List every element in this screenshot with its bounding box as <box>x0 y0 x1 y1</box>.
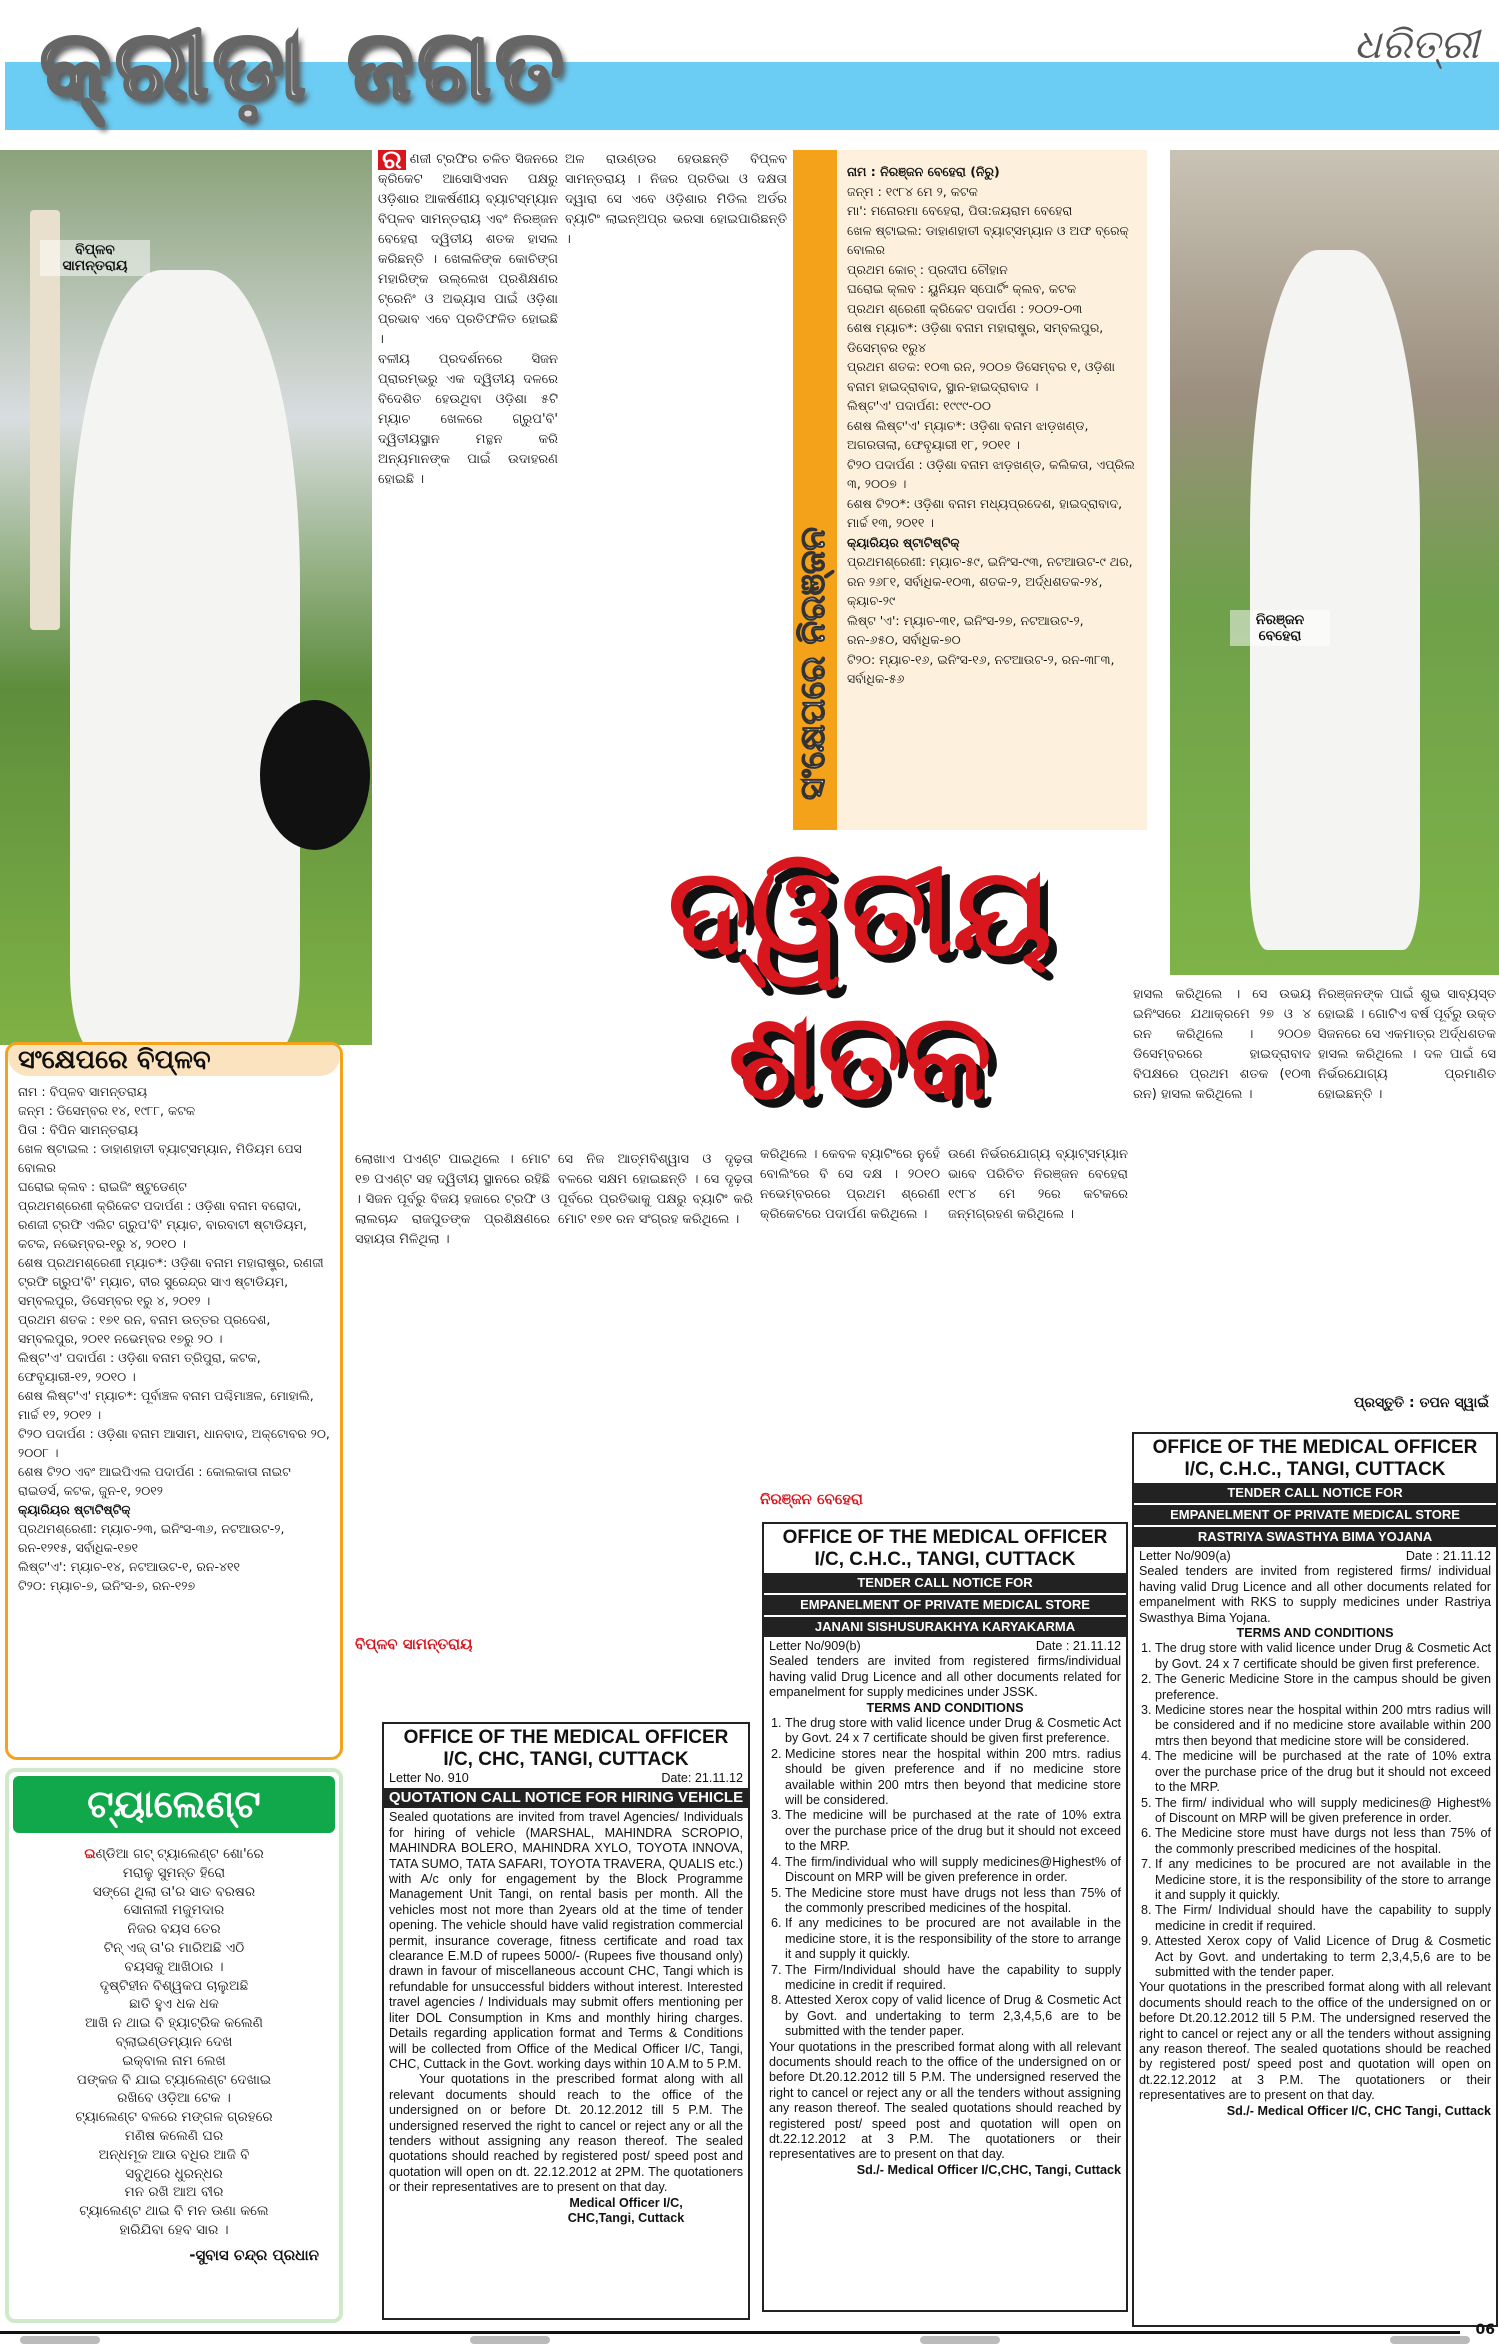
poem-initial: ଇ <box>84 1846 96 1862</box>
term-item: 2. The Generic Medicine Store in the campus should be given preference. <box>1155 1672 1491 1703</box>
profile-line: ଶେଷ ଟି୨୦ ଏବଂ ଆଇପିଏଲ ପଦାର୍ପଣ : କୋଲକାତା ନାଇଟ ରାଇଡର୍ସ, କଟକ, ଜୁନ-୧, ୨୦୧୨ <box>18 1464 291 1498</box>
profile-line: ଶେଷ ପ୍ରଥମଶ୍ରେଣୀ ମ୍ୟାଚ*: ଓଡ଼ିଶା ବନାମ ମହାରାଷ୍ଟ୍ର, ରଣଜୀ ଟ୍ରଫି ଗ୍ରୁପ'ବି' ମ୍ୟାଚ, ବୀର ସୁରେନ୍ଦ୍ର ସାଏ ଷ୍ଟାଡିୟମ, ସମ୍ବଲପୁର, ଡିସେମ୍ବର ୧ରୁ ୪, ୨୦୧୨ । <box>18 1255 324 1308</box>
term-item: 5. The firm/ individual who will supply medicines@ Highest% of Discount on MRP will be given preference in order. <box>1155 1796 1491 1827</box>
notice-title: OFFICE OF THE MEDICAL OFFICER I/C, C.H.C., TANGI, CUTTACK <box>782 1527 1108 1570</box>
notice-body: Sealed tenders are invited from registered firms/ individual having valid Drug Licence and all other documents related for empanelment with RKS to supply medicines under Rastriya Swasthya Bima Yojana. <box>1139 1564 1491 1625</box>
profile-line: ପ୍ରଥମ ଶତକ : ୧୭୧ ରନ, ବନାମ ଉତ୍ତର ପ୍ରଦେଶ, ସମ୍ବଲପୁର, ୨୦୧୧ ନଭେମ୍ବର ୧୭ରୁ ୨୦ । <box>18 1312 271 1346</box>
notice-body: Sealed tenders are invited from registered firms/individual having valid Drug Licence and all other documents related for empanelment for supply medicines under JSSK. <box>769 1654 1121 1700</box>
term-item: 3. The medicine will be purchased at the rate of 10% extra over the purchase price of the drug but it should not exceed to the MRP. <box>785 1808 1121 1854</box>
notice-heading: TENDER CALL NOTICE FOR <box>1134 1483 1496 1503</box>
notice-meta <box>1139 1549 1491 1564</box>
poem-line: ମଣିଷ କଲେଣି ଘର <box>124 2127 224 2144</box>
byline: ନିରଞ୍ଜନ ବେହେରା <box>760 1490 863 1508</box>
box-title: ସଂକ୍ଷେପରେ ବିପ୍ଳବ <box>8 1045 340 1076</box>
drop-cap: ର <box>378 150 406 170</box>
term-item: 7. If any medicines to be procured are not available in the Medicine store, it is the responsibility of the store to arrange it and supply it quickly. <box>1155 1857 1491 1903</box>
photo-biplab <box>0 150 372 1045</box>
profile-line: କ୍ୟାରିୟର ଷ୍ଟାଟିଷ୍ଟିକ୍ <box>847 534 960 550</box>
poem-line: ସଙ୍ଗେ ଥିଲା ତା'ର ସାତ ବରଷର <box>92 1883 256 1900</box>
article-text: ବଳୀୟ ପ୍ରଦର୍ଶନରେ ସିଜନ ପ୍ରାରମ୍ଭରୁ ଏକ ଦ୍ୱିତୀୟ ଦଳରେ ବିଦେଶିତ ହେଉଥିବା ଓଡ଼ିଶା ୫ଟି ମ୍ୟାଚ ଖେଳରେ ଗ୍ରୁପ'ବି' ଦ୍ୱିତୀୟସ୍ଥାନ ମନ୍ଥନ କରି ଅନ୍ୟମାନଙ୍କ ପାଇଁ ଉଦାହରଣ ହୋଇଛି । <box>378 352 558 487</box>
term-item: 4. The medicine will be purchased at the rate of 10% extra over the purchase price of the drug but it should not exceed to the MRP. <box>1155 1749 1491 1795</box>
poem-line: ସବୁଥିରେ ଧୁରନ୍ଧର <box>125 2165 223 2182</box>
profile-line: ପ୍ରଥମଶ୍ରେଣୀ: ମ୍ୟାଚ-୫୯, ଇନିଂସ-୯୩, ନଟଆଉଟ-୯ ଥର, ରନ ୨୬୮୧, ସର୍ବାଧିକ-୧୦୩, ଶତକ-୨, ଅର୍ଦ୍ଧଶତକ-୨୪, କ୍ୟାଚ-୨୯ <box>847 554 1133 608</box>
term-item: 6. If any medicines to be procured are not available in the medicine store, it is the responsibility of the store to arrange it and supply it quickly. <box>785 1916 1121 1962</box>
notice-jssk <box>762 1522 1128 2312</box>
vertical-title-text: ସଂକ୍ଷେପରେ ନିରଞ୍ଜନ <box>793 527 833 800</box>
term-item: 4. The firm/individual who will supply medicines@Highest% of Discount on MRP will be given preference in order. <box>785 1855 1121 1886</box>
notice-heading: JANANI SISHUSURAKHYA KARYAKARMA <box>764 1617 1126 1637</box>
main-headline <box>560 840 1160 1130</box>
article-column <box>378 150 558 840</box>
poem-line: ମରାଳୁ ସୁମନ୍ତ ହିରୋ <box>122 1864 226 1881</box>
footer-decor <box>1390 2336 1470 2344</box>
profile-line: ଟି୨୦: ମ୍ୟାଚ-୧୬, ଇନିଂସ-୧୬, ନଟଆଉଟ-୨, ରନ-୩୮୩, ସର୍ବାଧିକ-୫୬ <box>847 651 1115 686</box>
article-column: ଲୋଖାଏ ପଏଣ୍ଟ ପାଇଥିଲେ । ମୋଟ ୧୭ ପଏଣ୍ଟ ସହ ଦ୍ୱିତୀୟ ସ୍ଥାନରେ ରହିଛି । ସିଜନ ପୂର୍ବରୁ ବିଜୟ ହଜାରେ ଟ୍ରଫି ଓ ଲାଲଚାନ୍ଦ ରାଜପୁତଙ୍କ ପ୍ରଶିକ୍ଷଣରେ ସହାୟତା ମିଳିଥିଲା । <box>355 1152 550 1247</box>
poem-line: ସୋନାଲୀ ମଜୁମଦାର <box>123 1902 225 1919</box>
poem-line: ପଙ୍କଜ ବି ଯାଇ ଟ୍ୟାଲେଣ୍ଟ ଦେଖାଇ <box>76 2071 272 2088</box>
poem-line: ମନ ରଖି ଆଅ ବୀର <box>124 2184 224 2201</box>
poem-line: ଣ୍ଡିଆ ଗଟ୍ ଟ୍ୟାଲେଣ୍ଟ ଶୋ'ରେ <box>95 1846 264 1862</box>
profile-line: ନାମ : ନିରଞ୍ଜନ ବେହେରା (ନିରୁ) <box>847 164 1000 179</box>
footer-decor <box>920 2336 1000 2344</box>
term-item: 8. The Firm/ Individual should have the capability to supply medicine in credit if required. <box>1155 1903 1491 1934</box>
letter-number: Letter No/909(a) <box>1139 1549 1231 1563</box>
notice-hiring-vehicle <box>382 1722 750 2320</box>
term-item: 2. Medicine stores near the hospital within 200 mtrs. radius should be given preference and if no medicine store available within 200 mtrs then beyond that medicine store will be considered. <box>785 1747 1121 1809</box>
photo-caption: ନିରଞ୍ଜନ ବେହେରା <box>1230 610 1330 646</box>
poem-line: ଅନ୍ଧମୂକ ଆଉ ବଧିର ଆଜି ବି <box>98 2146 250 2163</box>
notice-heading: EMPANELMENT OF PRIVATE MEDICAL STORE <box>1134 1505 1496 1525</box>
notice-heading: QUOTATION CALL NOTICE FOR HIRING VEHICLE <box>384 1788 748 1808</box>
profile-line: ଶେଷ ଲିଷ୍ଟ'ଏ' ମ୍ୟାଚ*: ଓଡ଼ିଶା ବନାମ ଝାଡ଼ଖଣ୍ଡ, ଅଗରତାଲା, ଫେବୃୟାରୀ ୧୮, ୨୦୧୧ । <box>847 417 1089 452</box>
section-title: କ୍ରୀଡ଼ା ଜଗତ <box>40 9 568 121</box>
profile-line: ଖେଳ ଷ୍ଟାଇଲ: ଡାହାଣହାତୀ ବ୍ୟାଟ୍ସମ୍ୟାନ ଓ ଅଫ ବ୍ରେକ୍ ବୋଲର <box>847 222 1129 257</box>
term-item: 5. The Medicine store must have drugs not less than 75% of the commonly prescribed medicines of the hospital. <box>785 1886 1121 1917</box>
signature: CHC,Tangi, Cuttack <box>567 2210 685 2225</box>
term-item: 1. The drug store with valid licence under Drug & Cosmetic Act by Govt. 24 x 7 certificate should be given first preference. <box>785 1716 1121 1747</box>
profile-line: ପିତା : ବିପିନ ସାମନ୍ତରାୟ <box>18 1122 139 1137</box>
biplab-profile-box <box>5 1042 343 1760</box>
notice-body: Your quotations in the prescribed format along with all relevant documents should reach to the office of the undersigned on or before Dt.20.12.2012 till 5 P.M. The undersigned reserved the right to cancel or reject any or all the tenders without assigning any reason thereof. The sealed quotations should reached by registered post/ speed post and quotation will open on dt.22.12.2012 at 3 P.M. The quotationers or their representatives are to present on that day. <box>769 2039 1121 2162</box>
profile-line: ଖେଳ ଷ୍ଟାଇଲ : ଡାହାଣହାତୀ ବ୍ୟାଟ୍ସମ୍ୟାନ, ମିଡିୟମ ପେସ ବୋଲର <box>18 1141 302 1175</box>
profile-line: ପ୍ରଥମ ଶତକ: ୧୦୩ ରନ, ୨୦୦୭ ଡିସେମ୍ବର ୧, ଓଡ଼ିଶା ବନାମ ହାଇଦ୍ରାବାଦ, ସ୍ଥାନ-ହାଇଦ୍ରାବାଦ । <box>847 359 1115 394</box>
term-item: 6. The Medicine store must have durgs not less than 75% of the commonly prescribed medicines of the hospital. <box>1155 1826 1491 1857</box>
profile-line: ଶେଷ ମ୍ୟାଚ*: ଓଡ଼ିଶା ବନାମ ମହାରାଷ୍ଟ୍ର, ସମ୍ବଲପୁର, ଡିସେମ୍ବର ୧ରୁ୪ <box>847 320 1104 355</box>
poem-line: ହାରିଯିବା ହେବ ସାର । <box>119 2221 229 2238</box>
footer-decor <box>470 2336 550 2344</box>
niranjan-profile-box <box>837 150 1147 830</box>
profile-line: ପ୍ରଥମ କୋଚ୍ : ପ୍ରଦୀପ ଚୌହାନ <box>847 261 1008 277</box>
profile-line: ଲିଷ୍ଟ'ଏ' ପଦାର୍ପଣ : ଓଡ଼ିଶା ବନାମ ତ୍ରିପୁରା, କଟକ, ଫେବୃୟାରୀ-୧୨, ୨୦୧୦ । <box>18 1350 261 1384</box>
photo-niranjan <box>1170 150 1499 975</box>
poem-line: ଟ୍ୟାଲେଣ୍ଟ ବଳରେ ମଙ୍ଗଳ ଗ୍ରହରେ <box>75 2109 273 2126</box>
article-column: କରିଥିଲେ । କେବଳ ବ୍ୟାଟିଂରେ ନୁହେଁ ବୋଲିଂରେ ବି ସେ ଦକ୍ଷ । ୨୦୧୦ ନଭେମ୍ବରରେ ପ୍ରଥମ ଶ୍ରେଣୀ କ୍ରିକେଟରେ ପଦାର୍ପଣ କରିଥିଲେ । <box>760 1147 940 1222</box>
profile-line: ପ୍ରଥମ ଶ୍ରେଣୀ କ୍ରିକେଟ ପଦାର୍ପଣ : ୨୦୦୨-୦୩ <box>847 300 1083 316</box>
article-text: ଣଜୀ ଟ୍ରଫିର ଚଳିତ ସିଜନରେ କ୍ରିକେଟ ଆସୋସିଏସନ ପକ୍ଷରୁ ଓଡ଼ିଶାର ଆକର୍ଷଣୀୟ ବ୍ୟାଟସ୍ମ୍ୟାନ ବିପ୍ଳବ ସାମନ୍ତରାୟ ଏବଂ ନିରଞ୍ଜନ ବେହେରା ଦ୍ୱିତୀୟ ଶତକ ହାସଲ କରିଛନ୍ତି । ଖେଳାଳିଙ୍କ କୋଚିଙ୍ଗ ମହାରିଙ୍କ ଉଲ୍ଲେଖ ପ୍ରଶିକ୍ଷଣର ଟ୍ରେନିଂ ଓ ଅଭ୍ୟାସ ପାଇଁ ଓଡ଼ିଶା ପ୍ରଭାବ ଏବେ ପ୍ରତିଫଳିତ ହୋଇଛି । <box>378 152 558 347</box>
term-item: 7. The Firm/Individual should have the capability to supply medicine in credit if required. <box>785 1963 1121 1994</box>
profile-line: ଟି୨୦ ପଦାର୍ପଣ : ଓଡ଼ିଶା ବନାମ ଝାଡ଼ଖଣ୍ଡ, କଲିକତା, ଏପ୍ରିଲ ୩, ୨୦୦୭ । <box>847 456 1135 491</box>
profile-line: କ୍ୟାରିୟର ଷ୍ଟାଟିଷ୍ଟିକ୍ <box>18 1502 131 1517</box>
article-column: ସେ ନିଜ ଆତ୍ମବିଶ୍ୱାସ ଓ ଦୃଢ଼ତା ବଳରେ ସକ୍ଷମ ହୋଇଛନ୍ତି । ସେ ଦୃଢ଼ତା ପୂର୍ବରେ ପ୍ରତିଭାକୁ ପକ୍ଷରୁ ବ୍ୟାଟିଂ କରି ମୋଟ ୧୭୧ ରନ ସଂଗ୍ରହ କରିଥିଲେ । <box>558 1152 753 1227</box>
poem-line: ଟିନ୍ ଏଜ୍ ତା'ର ମାରିଅଛି ଏଠି <box>103 1939 245 1956</box>
terms-title: TERMS AND CONDITIONS <box>866 1700 1024 1715</box>
headline-line: ଶତକ <box>728 988 992 1127</box>
notice-title: OFFICE OF THE MEDICAL OFFICER I/C, C.H.C., TANGI, CUTTACK <box>1152 1437 1478 1480</box>
term-item: 1. The drug store with valid licence under Drug & Cosmetic Act by Govt. 24 x 7 certificate should be given first preference. <box>1155 1641 1491 1672</box>
article-column: ଅଳ ରାଉଣ୍ଡର ହେଉଛନ୍ତି ବିପ୍ଳବ ସାମନ୍ତରାୟ । ନିଜର ପ୍ରତିଭା ଓ ଦକ୍ଷତା ଦ୍ୱାରା ସେ ଏବେ ଓଡ଼ିଶାର ମିଡିଲ ଅର୍ଡର ବ୍ୟାଟିଂ ଲାଇନ୍ଅପ୍ର ଭରସା ହୋଇପାରିଛନ୍ତି । <box>565 152 787 247</box>
profile-line: ନାମ : ବିପ୍ଳବ ସାମନ୍ତରାୟ <box>18 1084 148 1099</box>
poem-line: ଇକ୍‌ବାଲ ନାମ ଲେଖ <box>122 2052 226 2069</box>
terms-list <box>1139 1641 1491 1980</box>
box-title: ଟ୍ୟାଲେଣ୍ଟ <box>13 1776 335 1833</box>
signature: Sd./- Medical Officer I/C,CHC, Tangi, Cuttack <box>856 2162 1121 2177</box>
terms-list <box>769 1716 1121 2040</box>
terms-title: TERMS AND CONDITIONS <box>1236 1626 1394 1641</box>
talent-poem-box <box>5 1768 343 2323</box>
profile-line: ଜନ୍ମ : ୧୯୮୪ ମେ ୨, କଟକ <box>847 183 978 199</box>
term-item: 9. Attested Xerox copy of Valid Licence of Drug & Cosmetic Act by Govt. and undertaking to term 2,3,4,5,6 are to be submitted with the tender paper. <box>1155 1934 1491 1980</box>
profile-line: ମା': ମନୋରମା ବେହେରା, ପିତା:ଜୟରାମ ବେହେରା <box>847 203 1073 218</box>
profile-line: ଲିଷ୍ଟ'ଏ' ପଦାର୍ପଣ: ୧୯୯୯-୦୦ <box>847 398 991 413</box>
poem-line: ଟ୍ୟାଲେଣ୍ଟ ଥାଇ ବି ମନ ଊଣା କଲେ <box>79 2203 269 2220</box>
notice-body: Sealed quotations are invited from travel Agencies/ Individuals for hiring of vehicle (MARSHAL, MAHINDRA SCROPIO, MAHINDRA BOLERO, MAHINDRA XYLO, TOYOTA INNOVA, TATA SUMO, TATA SAFARI, TOYOTA TRAVERA, QUALIS etc.) with A/c only for engagement by the Block Programme Management Unit Tangi, on rental basis per month. All the vehicles most not more than 2years old at the time of tender opening. The vehicle should have valid registration commercial permit, insurance coverage, fitness certificate and road tax clearance E.M.D of rupees 5000/- (Rupees five thousand only) drawn in favour of miscellaneous account CHC, Tangi which is refundable for unsuccessful bidders without interest. Interested travel agencies / Individuals may submit offers mentioning per liter DOL Consumption in Kms and monthly hiring charges. Details regarding application format and Terms & Conditions will be collected from Office of the Medical Officer I/C, Tangi, CHC, Cuttack in the Govt. working days within 10 A.M to 5 P.M. <box>389 1810 743 2071</box>
term-item: 8. Attested Xerox copy of valid licence of Drug & Cosmetic Act by Govt. and undertaking to term 2,3,4,5,6 are to be submitted with the tender paper. <box>785 1993 1121 2039</box>
poem-line: ନିଜର ବୟସ ତେର <box>127 1921 221 1938</box>
profile-line: ପ୍ରଥମଶ୍ରେଣୀ: ମ୍ୟାଚ-୨୩, ଇନିଂସ-୩୬, ନଟଆଉଟ-୨, ରନ-୧୨୧୫, ସର୍ବାଧିକ-୧୭୧ <box>18 1521 285 1555</box>
newspaper-logo: ଧରିତ୍ରୀ <box>1354 22 1479 68</box>
term-item: 3. Medicine stores near the hospital within 200 mtrs radius will be considered and if no medicine store available within 200 mtrs then beyond that medicine store will be considered. <box>1155 1703 1491 1749</box>
poem-line: ଦୃଷ୍ଟିହୀନ ବିଶ୍ୱକପ ଚାଲୁଅଛି <box>99 1977 249 1994</box>
photo-caption: ବିପ୍ଳବ ସାମନ୍ତରାୟ <box>40 240 150 276</box>
profile-vertical-title <box>793 150 837 830</box>
profile-line: ଲିଷ୍ଟ 'ଏ': ମ୍ୟାଚ-୩୧, ଇନିଂସ-୨୭, ନଟଆଉଟ-୨, ରନ-୬୫୦, ସର୍ବାଧିକ-୭୦ <box>847 612 1084 647</box>
notice-heading: RASTRIYA SWASTHYA BIMA YOJANA <box>1134 1527 1496 1547</box>
profile-line: ଜନ୍ମ : ଡିସେମ୍ବର ୧୪, ୧୯୮୮, କଟକ <box>18 1103 196 1118</box>
poem-line: ଛାତି ହୁଏ ଧକ ଧକ <box>129 1996 219 2013</box>
letter-number: Letter No. 910 <box>389 1771 469 1785</box>
notice-heading: EMPANELMENT OF PRIVATE MEDICAL STORE <box>764 1595 1126 1615</box>
notice-body: Your quotations in the prescribed format along with all relevant documents should reach to the office of the undersigned on or before Dt.20.12.2012 till 5 P.M. The undersigned reserved the right to cancel or reject any or all the tenders without assigning any reason thereof. The sealed quotations should be reached by registered post/ speed post and quotation will open on dt.22.12.2012 at 3 P.M. The quotationers or their representatives are to present on that day. <box>1139 1980 1491 2103</box>
page-number: 06 <box>1475 2322 1495 2338</box>
profile-line: ଟି୨୦ ପଦାର୍ପଣ : ଓଡ଼ିଶା ବନାମ ଆସାମ, ଧାନବାଦ, ଅକ୍ଟୋବର ୨୦, ୨୦୦୮ । <box>18 1426 330 1460</box>
poem-line: ବ୍ଲାଇଣ୍ଡମ୍ୟାନ ଦେଖ <box>115 2033 233 2050</box>
article-column: ଉଣେ ନିର୍ଭରଯୋଗ୍ୟ ବ୍ୟାଟ୍ସମ୍ୟାନ ଭାବେ ପରିଚିତ ନିରଞ୍ଜନ ବେହେରା ୧୯୮୪ ମେ ୨ରେ କଟକରେ ଜନ୍ମଗ୍ରହଣ କରିଥିଲେ । <box>948 1147 1128 1222</box>
notice-meta <box>769 1639 1121 1654</box>
profile-line: ଶେଷ ଲିଷ୍ଟ'ଏ' ମ୍ୟାଚ*: ପୂର୍ବାଞ୍ଚଳ ବନାମ ପଶ୍ଚିମାଞ୍ଚଳ, ମୋହାଲି, ମାର୍ଚ୍ଚ ୧୨, ୨୦୧୨ । <box>18 1388 314 1422</box>
notice-heading: TENDER CALL NOTICE FOR <box>764 1573 1126 1593</box>
poem-author: -ସୁବାସ ଚନ୍ଦ୍ର ପ୍ରଧାନ <box>189 2245 319 2264</box>
notice-title: OFFICE OF THE MEDICAL OFFICER I/C, CHC, TANGI, CUTTACK <box>403 1727 729 1770</box>
byline: ବିପ୍ଳବ ସାମନ୍ତରାୟ <box>355 1635 473 1653</box>
article-column: ନିରଞ୍ଜନଙ୍କ ପାଇଁ ଶୁଭ ସାବ୍ୟସ୍ତ ହୋଇଛି । ଗୋଟିଏ ବର୍ଷ ପୂର୍ବରୁ ଉକ୍ତ ସିଜନରେ ସେ ଏକମାତ୍ର ଅର୍ଦ୍ଧଶତକ ହାସଲ କରିଥିଲେ । ଦଳ ପାଇଁ ସେ ନିର୍ଭରଯୋଗ୍ୟ ପ୍ରମାଣିତ ହୋଇଛନ୍ତି । <box>1318 987 1496 1102</box>
signature: Medical Officer I/C, <box>569 2195 683 2210</box>
article-column: ହାସଲ କରିଥିଲେ । ସେ ଉଭୟ ଇନିଂସରେ ଯଥାକ୍ରମେ ୨୭ ଓ ୪ ରନ କରିଥିଲେ । ୨୦୦୭ ଡିସେମ୍ବରରେ ହାଇଦ୍ରାବାଦ ବିପକ୍ଷରେ ପ୍ରଥମ ଶତକ (୧୦୩ ରନ) ହାସଲ କରିଥିଲେ । <box>1133 987 1311 1102</box>
letter-number: Letter No/909(b) <box>769 1639 861 1653</box>
profile-line: ଲିଷ୍ଟ'ଏ': ମ୍ୟାଚ-୧୪, ନଟଆଉଟ-୧, ରନ-୪୧୧ <box>18 1559 241 1574</box>
reporter-credit: ପ୍ରସ୍ତୁତି : ତପନ ସ୍ୱାଇଁ <box>1353 1395 1489 1411</box>
profile-line: ଟି୨୦: ମ୍ୟାଚ-୭, ଇନିଂସ-୭, ରନ-୧୨୭ <box>18 1578 196 1593</box>
profile-line: ପ୍ରଥମଶ୍ରେଣୀ କ୍ରିକେଟ ପଦାର୍ପଣ : ଓଡ଼ିଶା ବନାମ ବରୋଦା, ରଣଜୀ ଟ୍ରଫି ଏଲିଟ ଗ୍ରୁପ'ବି' ମ୍ୟାଚ, ବାରବାଟୀ ଷ୍ଟାଡିୟମ, କଟକ, ନଭେମ୍ବର-୧ରୁ ୪, ୨୦୧୦ । <box>18 1198 308 1251</box>
notice-body: Your quotations in the prescribed format along with all relevant documents should reach to the office of the undersigned on or before Dt. 20.12.2012 till 5 P.M. The undersigned reserved the right to cancel or reject any or all the tenders without assigning any reason thereof. The sealed quotations should reached by registered post/ speed post and quotation will open on dt. 22.12.2012 at 2PM. The quotationers or their representatives are to present on that day. <box>389 2072 743 2195</box>
headline-line: ଦ୍ୱିତୀୟ <box>668 843 1052 982</box>
notice-rsby <box>1132 1432 1498 2327</box>
poem-line: ରଖିବେ ଓଡ଼ିଆ ଟେକ । <box>117 2090 231 2107</box>
profile-line: ଶେଷ ଟି୨୦*: ଓଡ଼ିଶା ବନାମ ମଧ୍ୟପ୍ରଦେଶ, ହାଇଦ୍ରାବାଦ, ମାର୍ଚ୍ଚ ୧୩, ୨୦୧୧ । <box>847 495 1123 530</box>
poem-line: ବୟସକୁ ଆଖିଠାର । <box>124 1958 224 1975</box>
notice-date: Date : 21.11.12 <box>1035 1639 1121 1653</box>
poem-line: ଆଖି ନ ଥାଇ ବି ହ୍ୟାଟ୍ରିକ କଲେଣି <box>85 2015 263 2032</box>
footer-decor <box>20 2336 100 2344</box>
profile-line: ଘରୋଇ କ୍ଲବ : ରାଇଜିଂ ଷ୍ଟୁଡେଣ୍ଟ <box>18 1179 187 1194</box>
profile-line: ଘରୋଇ କ୍ଲବ : ୟୁନିୟନ ସ୍ପୋର୍ଟିଂ କ୍ଲବ, କଟକ <box>847 281 1077 296</box>
notice-date: Date: 21.11.12 <box>661 1771 743 1785</box>
notice-date: Date : 21.11.12 <box>1405 1549 1491 1563</box>
signature: Sd./- Medical Officer I/C, CHC Tangi, Cuttack <box>1226 2103 1491 2118</box>
footer-rule <box>0 2331 1460 2334</box>
